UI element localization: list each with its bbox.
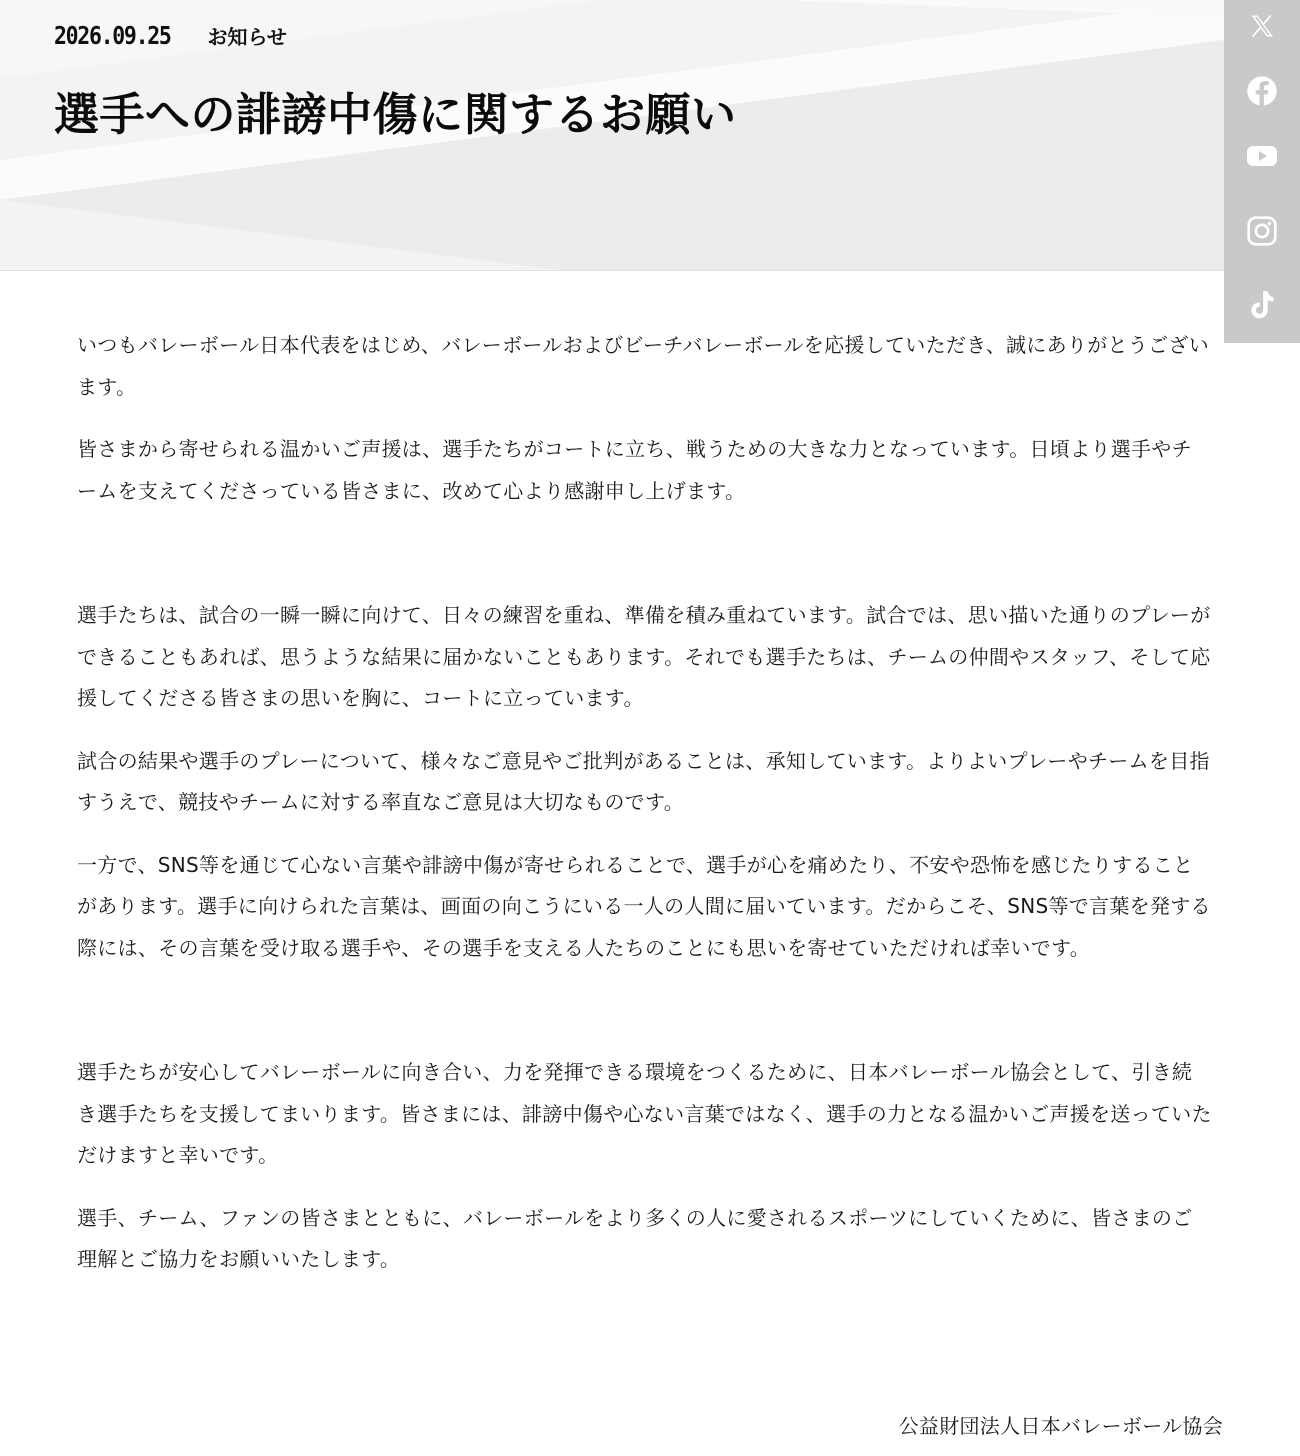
paragraph-7: 選手、チーム、ファンの皆さまとともに、バレーボールをより多くの人に愛されるスポーツにしていくために、皆さまのご理解とご協力をお願いいたします。: [77, 1205, 1193, 1271]
paragraph-5: 一方で、SNS等を通じて心ない言葉や誹謗中傷が寄せられることで、選手が心を痛めたり、不安や恐怖を感じたりすることがあります。選手に向けられた言葉は、画面の向こうにいる一人の人間に届いています。だからこそ、SNS等で言葉を発する際には、その言葉を受け取る選手や、その選手を支える人たちのことにも思いを寄せていただければ幸いです。: [77, 852, 1211, 960]
social-link-facebook[interactable]: [1224, 61, 1300, 121]
instagram-icon: [1246, 215, 1278, 247]
article-meta: [54, 18, 287, 52]
category-label: お知らせ: [207, 24, 287, 49]
youtube-icon: [1246, 144, 1278, 168]
paragraph-6: 選手たちが安心してバレーボールに向き合い、力を発揮できる環境をつくるために、日本バレーボール協会として、引き続き選手たちを支援してまいります。皆さまには、誹謗中傷や心ない言葉ではなく、選手の力となる温かいご声援を送っていただけますと幸いです。: [77, 1060, 1212, 1167]
social-link-x[interactable]: [1224, 0, 1300, 56]
paragraph-1: いつもバレーボール日本代表をはじめ、バレーボールおよびビーチバレーボールを応援していただき、誠にありがとうございます。: [77, 333, 1209, 399]
article-header: [0, 0, 1300, 271]
paragraph-2: 皆さまから寄せられる温かいご声援は、選手たちがコートに立ち、戦うための大きな力となっています。日頃より選手やチームを支えてくださっている皆さまに、改めて心より感謝申し上げます。: [77, 437, 1192, 503]
facebook-icon: [1246, 75, 1278, 107]
signature: 公益財団法人日本バレーボール協会: [898, 1414, 1223, 1438]
x-icon: [1248, 12, 1276, 40]
section-spacer: [77, 990, 1212, 1052]
social-share-bar: [1224, 0, 1300, 343]
paragraph-3: 選手たちは、試合の一瞬一瞬に向けて、日々の練習を重ね、準備を積み重ねています。試合では、思い描いた通りのプレーができることもあれば、思うような結果に届かないこともあります。それでも選手たちは、チームの仲間やスタッフ、そして応援してくださる皆さまの思いを胸に、コートに立っています。: [77, 603, 1211, 710]
social-link-instagram[interactable]: [1224, 201, 1300, 261]
social-link-tiktok[interactable]: [1224, 275, 1300, 335]
page-title: 選手への誹謗中傷に関するお願い: [54, 88, 737, 141]
tiktok-icon: [1248, 290, 1276, 320]
article-body: [77, 325, 1212, 1302]
paragraph-4: 試合の結果や選手のプレーについて、様々なご意見やご批判があることは、承知しています。よりよいプレーやチームを目指すうえで、競技やチームに対する率直なご意見は大切なものです。: [77, 748, 1210, 814]
social-link-youtube[interactable]: [1224, 126, 1300, 186]
section-spacer: [77, 533, 1212, 595]
publish-date: 2026.09.25: [54, 20, 171, 50]
